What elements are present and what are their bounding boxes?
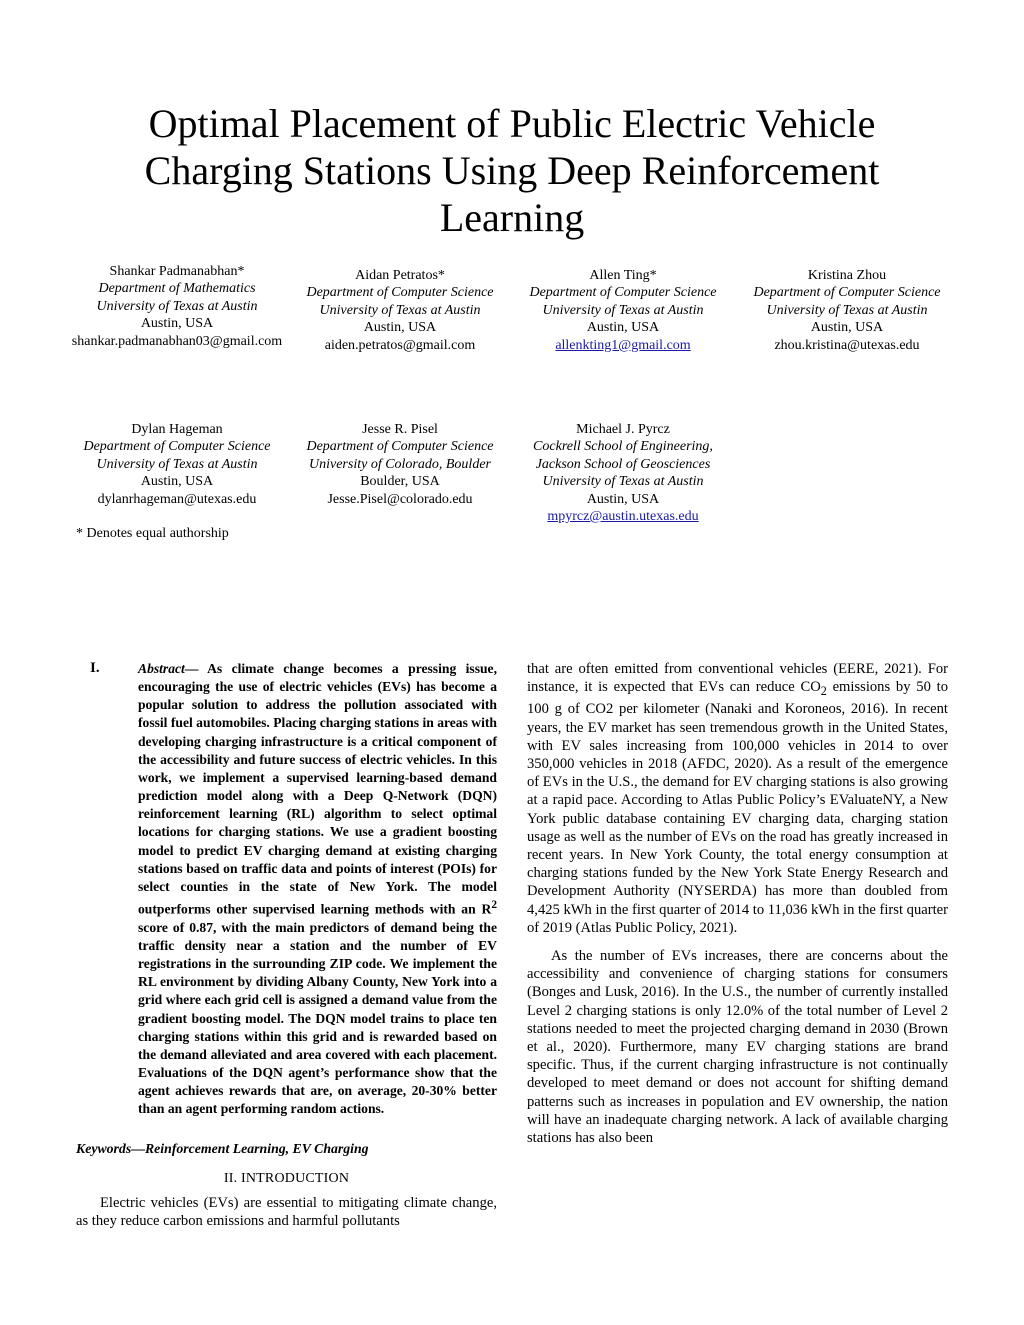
author-department: Cockrell School of Engineering, bbox=[533, 439, 713, 455]
author-name: Shankar Padmanabhan* bbox=[109, 264, 245, 279]
body-text-2: emissions by 50 to 100 g of CO2 per kilometer (Nanaki and Koroneos, 2016). In recent years, the EV market has seen tremendous growth in the United States, with EV sales increasing from 100,000 vehicles in 2014 to over 350,000 vehicles in 2018 (AFDC, 2020). As a result of the emergence of EVs in the U.S., the demand for EV charging stations is also growing at a rapid pace. According to Atlas Public Policy’s EValuateNY, a New York public database containing EV charging data, charging station usage as well as the number of EVs on the road has greatly increased in recent years. In New York County, the total energy consumption at charging stations funded by the New York State Energy Research and Development Authority (NYSERDA) has more than doubled from 4,425 kWh in the first quarter of 2014 to 11,036 kWh in the first quarter of 2019 (Atlas Public Policy, 2021). bbox=[527, 679, 949, 936]
author-university: University of Texas at Austin bbox=[766, 302, 928, 318]
author-department: Department of Computer Science bbox=[306, 439, 494, 455]
author-email: dylanrhageman@utexas.edu bbox=[97, 491, 257, 507]
author-university: University of Colorado, Boulder bbox=[309, 456, 491, 472]
intro-paragraph: Electric vehicles (EVs) are essential to mitigating climate change, as they reduce carbon emissions and harmful pollutants bbox=[76, 1194, 497, 1230]
abstract-label: Abstract bbox=[138, 661, 185, 676]
author-department: Department of Mathematics bbox=[98, 281, 256, 297]
abstract-number: I. bbox=[90, 660, 100, 676]
author-email: zhou.kristina@utexas.edu bbox=[774, 337, 920, 353]
author-location: Austin, USA bbox=[140, 316, 214, 332]
author-location: Austin, USA bbox=[810, 320, 884, 336]
author-email-link[interactable]: mpyrcz@austin.utexas.edu bbox=[547, 509, 699, 525]
equal-authorship-note: * Denotes equal authorship bbox=[76, 526, 229, 541]
body-paragraph bbox=[527, 660, 948, 937]
author-university: University of Texas at Austin bbox=[96, 298, 258, 314]
author-block-hageman bbox=[70, 421, 284, 508]
author-department: Department of Computer Science bbox=[83, 439, 271, 455]
author-email-link[interactable]: allenkting1@gmail.com bbox=[555, 337, 691, 353]
body-paragraph: As the number of EVs increases, there are concerns about the accessibility and convenience of charging stations for consumers (Bonges and Lusk, 2016). In the U.S., the number of currently installed Level 2 charging stations is only 12.0% of the total number of Level 2 stations needed to meet the projected charging demand in 2030 (Brown et al., 2020). Furthermore, many EV charging stations are brand specific. Thus, if the current charging infrastructure is not continually developed to meet demand or does not account for shifting demand patterns such as increases in population and EV ownership, the nation will have an inadequate charging network. A lack of available charging stations has also been bbox=[527, 947, 948, 1146]
abstract-body-2: score of 0.87, with the main predictors of demand being the traffic density near a station and the number of EV registrations in the surrounding ZIP code. We implement the RL environment by dividing Albany County, New York into a grid where each grid cell is assigned a demand value from the gradient boosting model. The DQN model trains to place ten charging stations within this grid and is rewarded based on the demand alleviated and area covered with each placement. Evaluations of the DQN agent’s performance show that the agent achieves rewards that are, on average, 20-30% better than an agent performing random actions. bbox=[138, 919, 497, 1117]
paper-title: Optimal Placement of Public Electric Vehicle Charging Stations Using Deep Reinforcement Learning bbox=[144, 101, 880, 240]
author-university: University of Texas at Austin bbox=[319, 302, 481, 318]
author-email: shankar.padmanabhan03@gmail.com bbox=[71, 333, 283, 349]
author-block-pisel bbox=[293, 421, 507, 508]
section-number: II. I bbox=[223, 1170, 246, 1186]
author-email: aiden.petratos@gmail.com bbox=[324, 337, 476, 353]
author-block-pyrcz bbox=[516, 421, 730, 525]
author-block-zhou bbox=[740, 267, 954, 354]
author-block-ting bbox=[516, 267, 730, 354]
abstract-superscript: 2 bbox=[491, 899, 497, 912]
abstract-body-1: As climate change becomes a pressing issue, encouraging the use of electric vehicles (EVs) has become a popular solution to address the pollution associated with fossil fuel automobiles. Placing charging stations in areas with developing charging infrastructure is a critical component of the accessibility and future success of electric vehicles. In this work, we implement a supervised learning-based demand prediction model along with a Deep Q-Network (DQN) reinforcement learning (RL) algorithm to select optimal locations for charging stations. We use a gradient boosting model to predict EV charging demand at existing charging stations based on traffic data and points of interest (POIs) for select counties in the state of New York. The model outperforms other supervised learning methods with an R bbox=[138, 661, 497, 917]
author-name: Dylan Hageman bbox=[131, 422, 223, 437]
author-university: University of Texas at Austin bbox=[96, 456, 258, 472]
abstract-dash: — bbox=[184, 661, 199, 676]
author-email: Jesse.Pisel@colorado.edu bbox=[327, 491, 473, 507]
author-location: Boulder, USA bbox=[360, 474, 440, 490]
author-location: Austin, USA bbox=[586, 491, 660, 507]
abstract-text bbox=[138, 660, 497, 1118]
author-location: Austin, USA bbox=[586, 320, 660, 336]
author-name: Michael J. Pyrcz bbox=[576, 422, 670, 437]
section-heading-introduction bbox=[76, 1170, 497, 1188]
author-department: Department of Computer Science bbox=[306, 285, 494, 301]
author-department: Department of Computer Science bbox=[529, 285, 717, 301]
author-name: Aidan Petratos* bbox=[355, 268, 445, 283]
author-block-padmanabhan bbox=[70, 263, 284, 350]
author-location: Austin, USA bbox=[140, 474, 214, 490]
author-name: Allen Ting* bbox=[589, 268, 657, 283]
right-column bbox=[527, 660, 948, 1147]
author-department: Department of Computer Science bbox=[753, 285, 941, 301]
abstract-section bbox=[76, 660, 497, 1118]
section-title: NTRODUCTION bbox=[245, 1170, 350, 1186]
author-name: Jesse R. Pisel bbox=[362, 422, 438, 437]
body-subscript: 2 bbox=[820, 684, 827, 699]
author-location: Austin, USA bbox=[363, 320, 437, 336]
left-column bbox=[76, 660, 497, 1230]
author-university: University of Texas at Austin bbox=[542, 302, 704, 318]
keywords: Keywords—Reinforcement Learning, EV Charging bbox=[76, 1141, 369, 1157]
author-department-secondary: Jackson School of Geosciences bbox=[535, 456, 711, 472]
author-name: Kristina Zhou bbox=[807, 268, 887, 283]
body-text-1: that are often emitted from conventional vehicles (EERE, 2021). For instance, it is expected that EVs can reduce CO bbox=[527, 661, 948, 696]
author-block-petratos bbox=[293, 267, 507, 354]
author-university: University of Texas at Austin bbox=[542, 474, 704, 490]
